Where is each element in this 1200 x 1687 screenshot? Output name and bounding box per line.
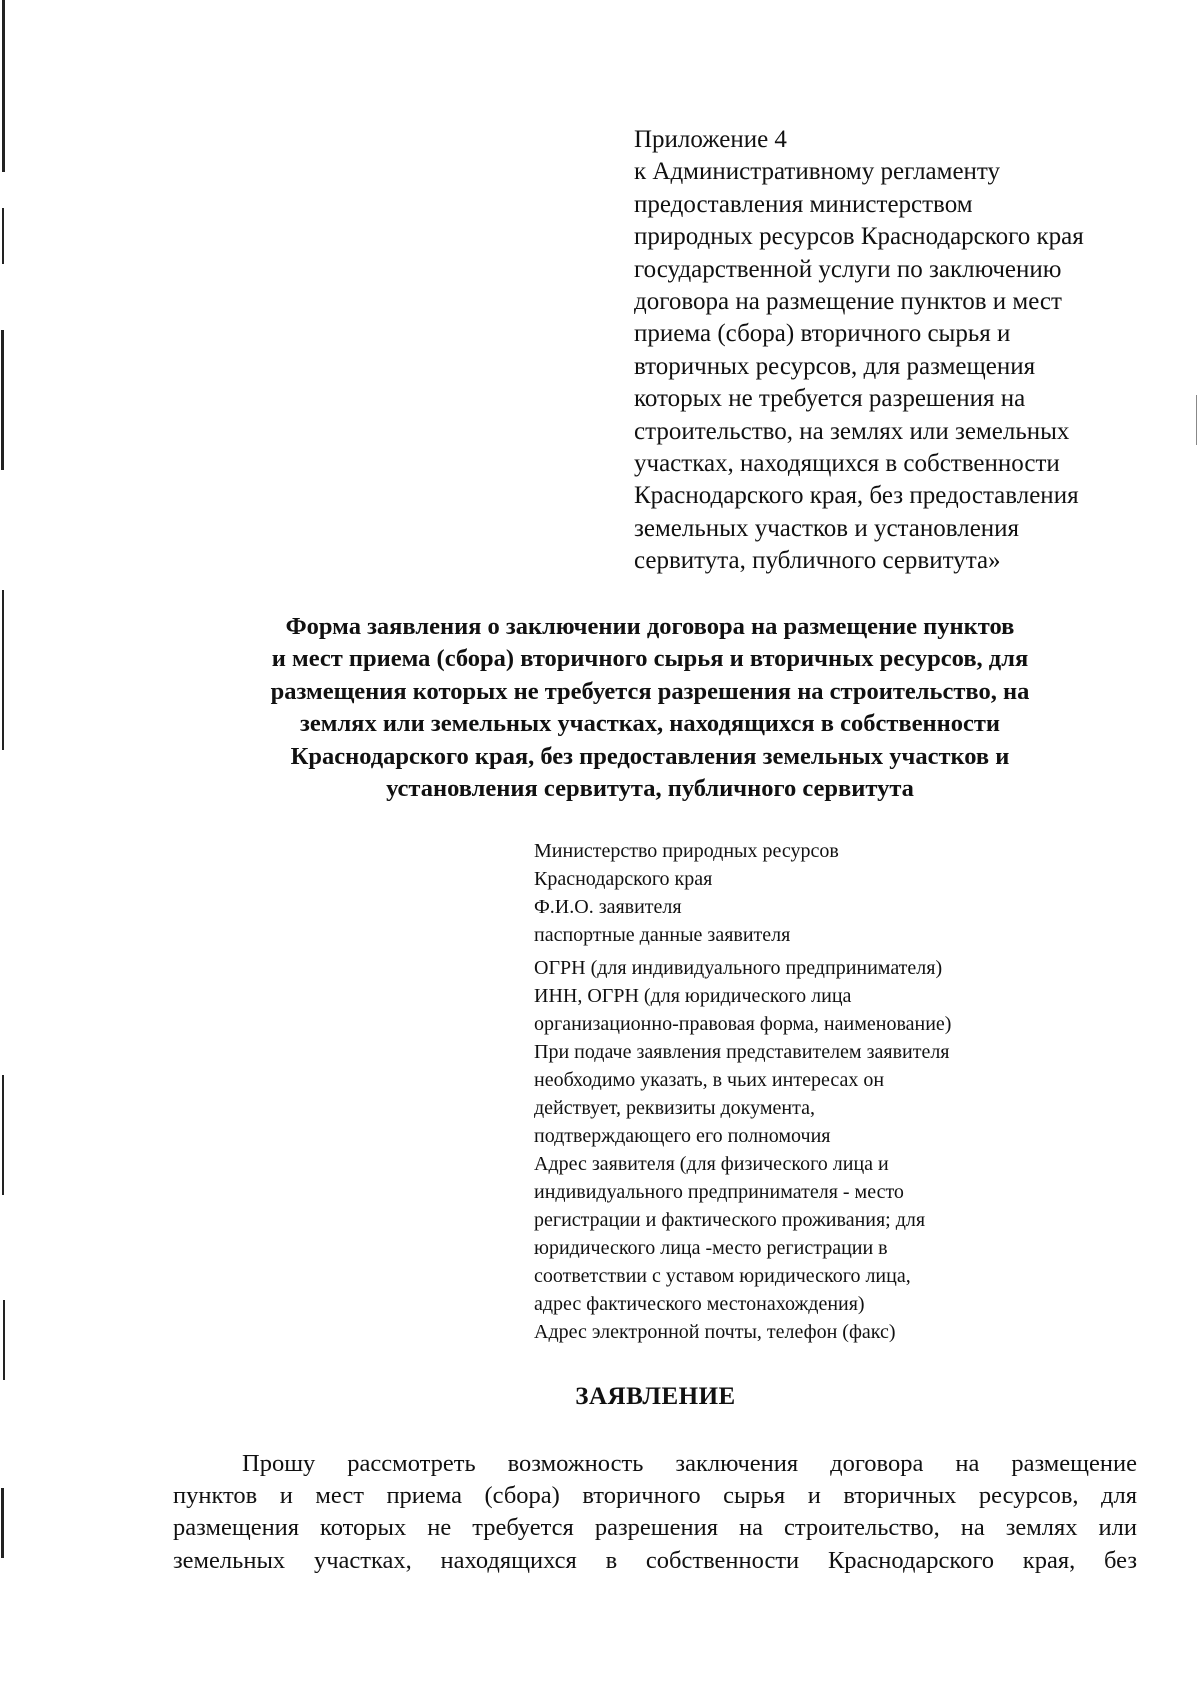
scan-edge-mark [2, 1075, 4, 1195]
appendix-line: предоставления министерством [634, 190, 973, 218]
appendix-line: строительство, на землях или земельных [634, 417, 1070, 445]
addressee-line: юридического лица -место регистрации в [534, 1237, 888, 1259]
statement-heading: ЗАЯВЛЕНИЕ [575, 1383, 736, 1410]
appendix-line: сервитута, публичного сервитута» [634, 547, 1001, 575]
addressee-line: ОГРН (для индивидуального предпринимателя) [534, 957, 943, 979]
addressee-line: адрес фактического местонахождения) [534, 1293, 865, 1315]
appendix-line: природных ресурсов Краснодарского края [634, 223, 1084, 251]
appendix-line: договора на размещение пунктов и мест [634, 288, 1062, 316]
scan-edge-mark [1, 330, 4, 470]
addressee-line: соответствии с уставом юридического лица, [534, 1265, 911, 1287]
appendix-line: государственной услуги по заключению [634, 255, 1062, 283]
appendix-line: Краснодарского края, без предоставления [634, 482, 1079, 510]
statement-line [173, 1480, 1137, 1512]
statement-line-text: пунктов и мест приема (сбора) вторичного сырья и вторичных ресурсов, для [173, 1482, 1137, 1510]
appendix-line: земельных участков и установления [634, 514, 1020, 542]
appendix-line: участках, находящихся в собственности [634, 450, 1060, 478]
form-title [180, 611, 1120, 805]
statement-line-text: Прошу рассмотреть возможность заключения договора на размещение [242, 1450, 1137, 1477]
appendix-line: которых не требуется разрешения на [634, 385, 1026, 413]
scan-edge-mark [2, 208, 4, 264]
form-title-line: Краснодарского края, без предоставления земельных участков и [290, 742, 1010, 770]
form-title-line: и мест приема (сбора) вторичного сырья и вторичных ресурсов, для [271, 645, 1029, 673]
statement-line-text: размещения которых не требуется разрешения на строительство, на землях или [173, 1514, 1137, 1542]
appendix-header [634, 124, 1174, 578]
addressee-block [534, 837, 1094, 1346]
addressee-line: организационно-правовая форма, наименование) [534, 1013, 952, 1035]
form-title-line: размещения которых не требуется разрешения на строительство, на [270, 677, 1030, 705]
scan-edge-mark [3, 1300, 5, 1380]
scan-edge-mark [1196, 395, 1197, 445]
addressee-line: регистрации и фактического проживания; для [534, 1209, 926, 1231]
scan-edge-mark [2, 0, 5, 172]
addressee-line: паспортные данные заявителя [534, 924, 791, 946]
form-title-line: землях или земельных участках, находящихся в собственности [300, 710, 1000, 738]
appendix-line: вторичных ресурсов, для размещения [634, 352, 1036, 380]
addressee-line: Адрес электронной почты, телефон (факс) [534, 1321, 896, 1343]
addressee-line: индивидуального предпринимателя - место [534, 1181, 904, 1203]
scan-edge-mark [1, 1488, 4, 1558]
addressee-line: необходимо указать, в чьих интересах он [534, 1069, 885, 1091]
statement-body [173, 1448, 1137, 1577]
appendix-line: Приложение 4 [634, 126, 787, 153]
appendix-line: приема (сбора) вторичного сырья и [634, 320, 1011, 348]
scan-edge-mark [2, 590, 4, 750]
addressee-line: Министерство природных ресурсов [534, 840, 839, 862]
statement-line [173, 1448, 1137, 1480]
appendix-line: к Административному регламенту [634, 158, 1001, 186]
form-title-line: Форма заявления о заключении договора на размещение пунктов [285, 613, 1015, 640]
addressee-line: Адрес заявителя (для физического лица и [534, 1153, 889, 1175]
addressee-line: Краснодарского края [534, 868, 713, 890]
addressee-line: Ф.И.О. заявителя [534, 896, 682, 918]
addressee-line: При подаче заявления представителем заявителя [534, 1041, 950, 1063]
addressee-line: действует, реквизиты документа, [534, 1097, 815, 1119]
addressee-line: ИНН, ОГРН (для юридического лица [534, 985, 852, 1007]
statement-line [173, 1512, 1137, 1544]
addressee-line: подтверждающего его полномочия [534, 1125, 831, 1147]
statement-line-text: земельных участках, находящихся в собственности Краснодарского края, без [173, 1546, 1137, 1574]
statement-line [173, 1545, 1137, 1577]
form-title-line: установления сервитута, публичного сервитута [386, 775, 914, 803]
